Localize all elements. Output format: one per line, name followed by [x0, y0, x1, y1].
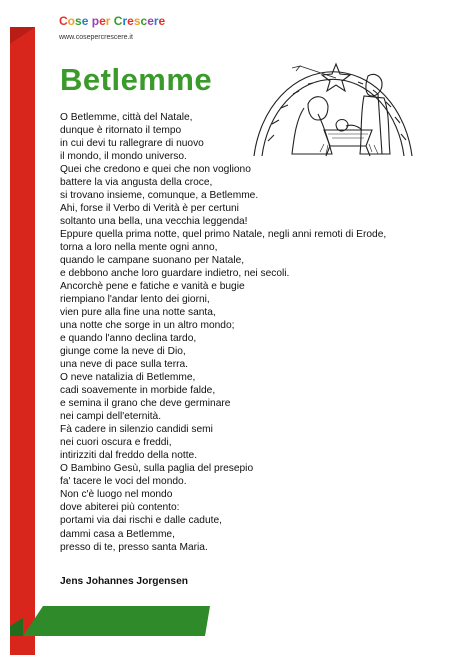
logo-url[interactable]: www.cosepercrescere.it	[59, 34, 133, 41]
logo-wordmark	[59, 14, 165, 28]
logo-letter: c	[140, 14, 148, 28]
red-ribbon	[10, 27, 35, 655]
poem-line: giunge come la neve di Dio,	[60, 346, 186, 358]
poem-line: soltanto una bella, una vecchia leggenda!	[60, 216, 248, 228]
poem-line: nei campi dell'eternità.	[60, 411, 162, 423]
page-title: Betlemme	[60, 62, 213, 97]
poem-line: vien pure alla fine una notte santa,	[60, 307, 216, 319]
logo-letter: e	[158, 14, 166, 28]
poem-line: Ahi, forse il Verbo di Verità è per certuni	[60, 203, 239, 215]
logo-letter: e	[81, 14, 89, 28]
poem-line: portami via dai rischi e dalle cadute,	[60, 515, 222, 527]
site-logo[interactable]	[59, 14, 166, 48]
poem-line: O Bambino Gesù, sulla paglia del presepio	[60, 463, 254, 475]
poem-line: battere la via angusta della croce,	[60, 177, 213, 189]
poem-line: una neve di pace sulla terra.	[60, 359, 188, 371]
poem-line: Fà cadere in silenzio candidi semi	[60, 424, 213, 436]
poem-line: dove abiterei più contento:	[60, 502, 180, 514]
green-ribbon	[23, 606, 210, 636]
poem-line: e debbono anche loro guardare indietro, nei secoli.	[60, 268, 290, 280]
logo-letter: p	[91, 14, 100, 28]
poem-line: e semina il grano che deve germinare	[60, 398, 231, 410]
poem-line: riempiano l'andar lento dei giorni,	[60, 294, 210, 306]
poem-line: cadi soavemente in morbide falde,	[60, 385, 216, 397]
logo-letter: e	[147, 14, 154, 28]
logo-letter: o	[67, 14, 76, 28]
logo-letter: s	[75, 14, 82, 28]
logo-letter: r	[153, 14, 159, 28]
poem-line: dunque è ritornato il tempo	[60, 125, 182, 137]
poem-line: si trovano insieme, comunque, a Betlemme.	[60, 190, 259, 202]
poem-line: e quando l'anno declina tardo,	[60, 333, 197, 345]
poem-line: O neve natalizia di Betlemme,	[60, 372, 196, 384]
poem-line: in cui devi tu rallegrare di nuovo	[60, 138, 204, 150]
poem-author: Jens Johannes Jorgensen	[60, 576, 188, 587]
logo-letter: s	[133, 14, 141, 28]
logo-letter: C	[113, 14, 123, 28]
poem-line: dammi casa a Betlemme,	[60, 528, 175, 540]
poem-line: Eppure quella prima notte, quel primo Natale, negli anni remoti di Erode,	[60, 229, 387, 241]
logo-letter: e	[99, 14, 106, 28]
logo-letter: e	[127, 14, 134, 28]
poem-line: il mondo, il mondo universo.	[60, 151, 187, 163]
poem-line: Non c'è luogo nel mondo	[60, 489, 173, 501]
logo-letter: r	[105, 14, 111, 28]
poem-line: presso di te, presso santa Maria.	[60, 541, 208, 553]
poem-line: Quei che credono e quei che non vogliono	[60, 164, 251, 176]
poem-line: Ancorchè pene e fatiche e vanità e bugie	[60, 281, 245, 293]
poem-line: quando le campane suonano per Natale,	[60, 255, 245, 267]
poem-line: fa' tacere le voci del mondo.	[60, 476, 187, 488]
logo-letter: C	[59, 14, 68, 28]
poem-line: torna a loro nella mente ogni anno,	[60, 242, 218, 254]
poem-line: nei cuori oscura e freddi,	[60, 437, 172, 449]
logo-letter: r	[122, 14, 128, 28]
poem-line: intirizziti dal freddo della notte.	[60, 450, 198, 462]
poem-text	[60, 111, 440, 554]
poem-line: O Betlemme, città del Natale,	[60, 112, 193, 123]
poem-line: una notte che sorge in un altro mondo;	[60, 320, 235, 332]
